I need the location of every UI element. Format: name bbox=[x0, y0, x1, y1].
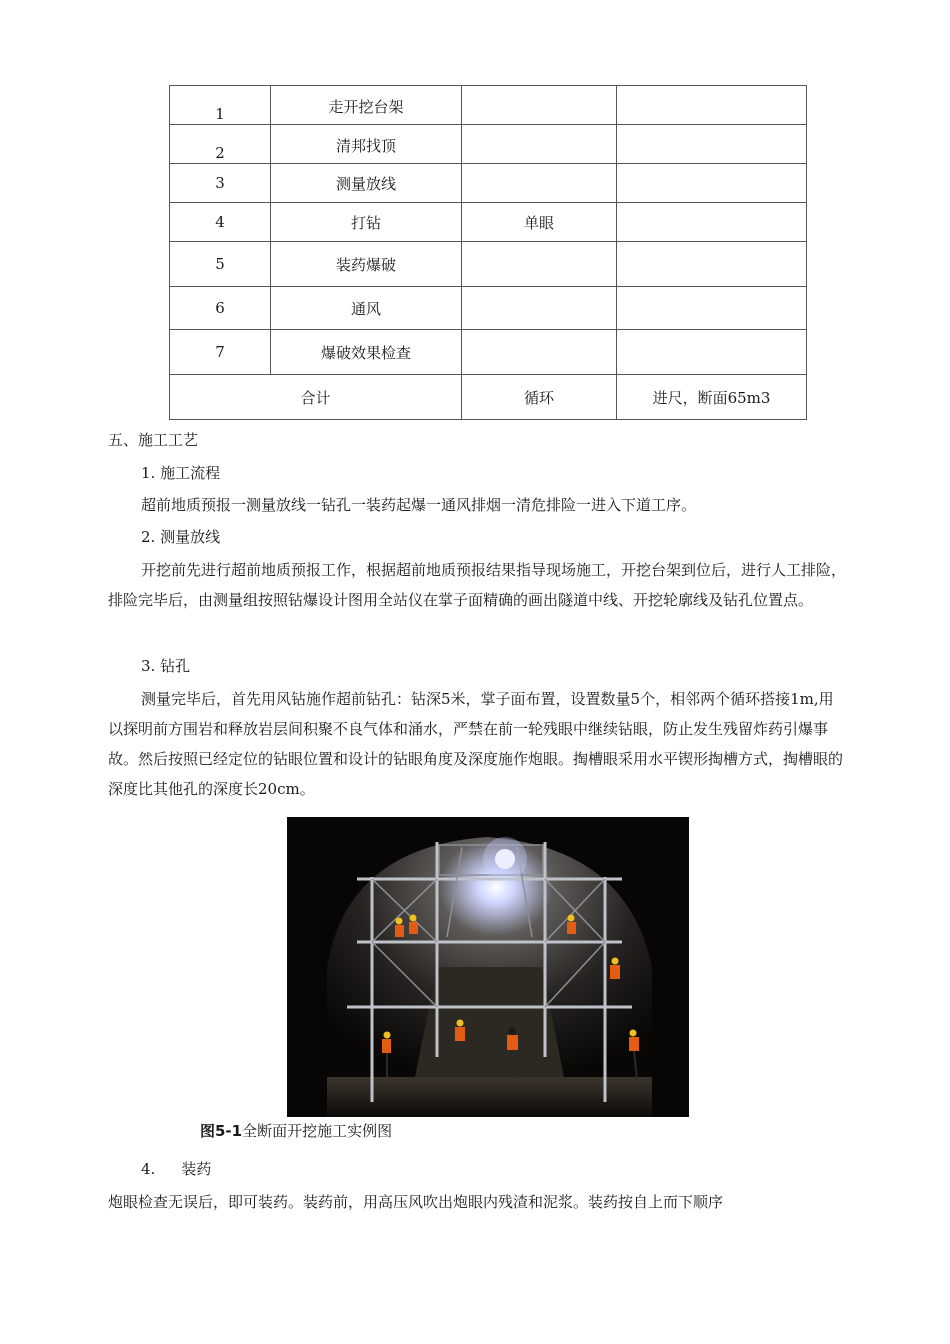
row-item: 清邦找顶 bbox=[271, 125, 462, 164]
section-heading: 五、施工工艺 bbox=[108, 431, 199, 449]
total-label: 合计 bbox=[170, 375, 462, 420]
row-col3 bbox=[462, 164, 617, 203]
subsection-title: 3. 钻孔 bbox=[141, 657, 191, 675]
subsection-title: 装药 bbox=[181, 1160, 212, 1178]
subsection-title: 2. 测量放线 bbox=[141, 528, 221, 546]
row-col3 bbox=[462, 242, 617, 287]
total-advance: 进尺，断面65m3 bbox=[617, 375, 807, 420]
table-row bbox=[170, 125, 807, 164]
row-col4 bbox=[617, 86, 807, 125]
row-number: 2 bbox=[170, 125, 271, 164]
construction-cycle-table bbox=[169, 85, 807, 420]
row-item: 通风 bbox=[271, 287, 462, 330]
row-item: 测量放线 bbox=[271, 164, 462, 203]
row-col4 bbox=[617, 203, 807, 242]
paragraph: 炮眼检查无误后，即可装药。装药前，用高压风吹出炮眼内残渣和泥浆。装药按自上而下顺序 bbox=[108, 1193, 724, 1211]
subsection-heading bbox=[141, 1154, 211, 1184]
row-col3: 单眼 bbox=[462, 203, 617, 242]
table-row bbox=[170, 203, 807, 242]
table-row bbox=[170, 164, 807, 203]
row-col3 bbox=[462, 125, 617, 164]
row-col4 bbox=[617, 287, 807, 330]
tunnel-excavation-photo bbox=[287, 817, 689, 1117]
row-number: 7 bbox=[170, 330, 271, 375]
table-row bbox=[170, 330, 807, 375]
figure-label: 图5-1 bbox=[200, 1122, 243, 1140]
row-col3 bbox=[462, 330, 617, 375]
table-total-row bbox=[170, 375, 807, 420]
paragraph: 超前地质预报一测量放线一钻孔一装药起爆一通风排烟一清危排险一进入下道工序。 bbox=[141, 496, 697, 514]
row-item: 爆破效果检查 bbox=[271, 330, 462, 375]
row-col4 bbox=[617, 330, 807, 375]
row-col3 bbox=[462, 86, 617, 125]
row-item: 打钻 bbox=[271, 203, 462, 242]
total-cycle: 循环 bbox=[462, 375, 617, 420]
subsection-number: 4. bbox=[141, 1160, 156, 1178]
paragraph: 测量完毕后，首先用风钻施作超前钻孔：钻深5米，掌子面布置，设置数量5个，相邻两个循环搭接1m,用以探明前方围岩和释放岩层间积聚不良气体和涌水，严禁在前一轮残眼中继续钻眼，防止发生残留炸药引爆事故。然后按照已经定位的钻眼位置和设计的钻眼角度及深度施作炮眼。掏槽眼采用水平锲形掏槽方式，掏槽眼的深度比其他孔的深度长20cm。 bbox=[108, 690, 844, 798]
row-number: 6 bbox=[170, 287, 271, 330]
row-col4 bbox=[617, 242, 807, 287]
subsection-title: 1. 施工流程 bbox=[141, 464, 221, 482]
paragraph: 开挖前先进行超前地质预报工作，根据超前地质预报结果指导现场施工，开挖台架到位后，进行人工排险，排险完毕后，由测量组按照钻爆设计图用全站仪在掌子面精确的画出隧道中线、开挖轮廓线及钻孔位置点。 bbox=[108, 561, 847, 609]
row-number: 1 bbox=[170, 86, 271, 125]
row-number: 5 bbox=[170, 242, 271, 287]
table-row bbox=[170, 287, 807, 330]
table-row bbox=[170, 242, 807, 287]
row-number: 3 bbox=[170, 164, 271, 203]
table-row bbox=[170, 86, 807, 125]
row-col4 bbox=[617, 164, 807, 203]
figure-caption bbox=[200, 1119, 392, 1143]
row-item: 装药爆破 bbox=[271, 242, 462, 287]
row-item: 走开挖台架 bbox=[271, 86, 462, 125]
row-number: 4 bbox=[170, 203, 271, 242]
row-col4 bbox=[617, 125, 807, 164]
row-col3 bbox=[462, 287, 617, 330]
figure-caption-text: 全断面开挖施工实例图 bbox=[242, 1122, 393, 1140]
